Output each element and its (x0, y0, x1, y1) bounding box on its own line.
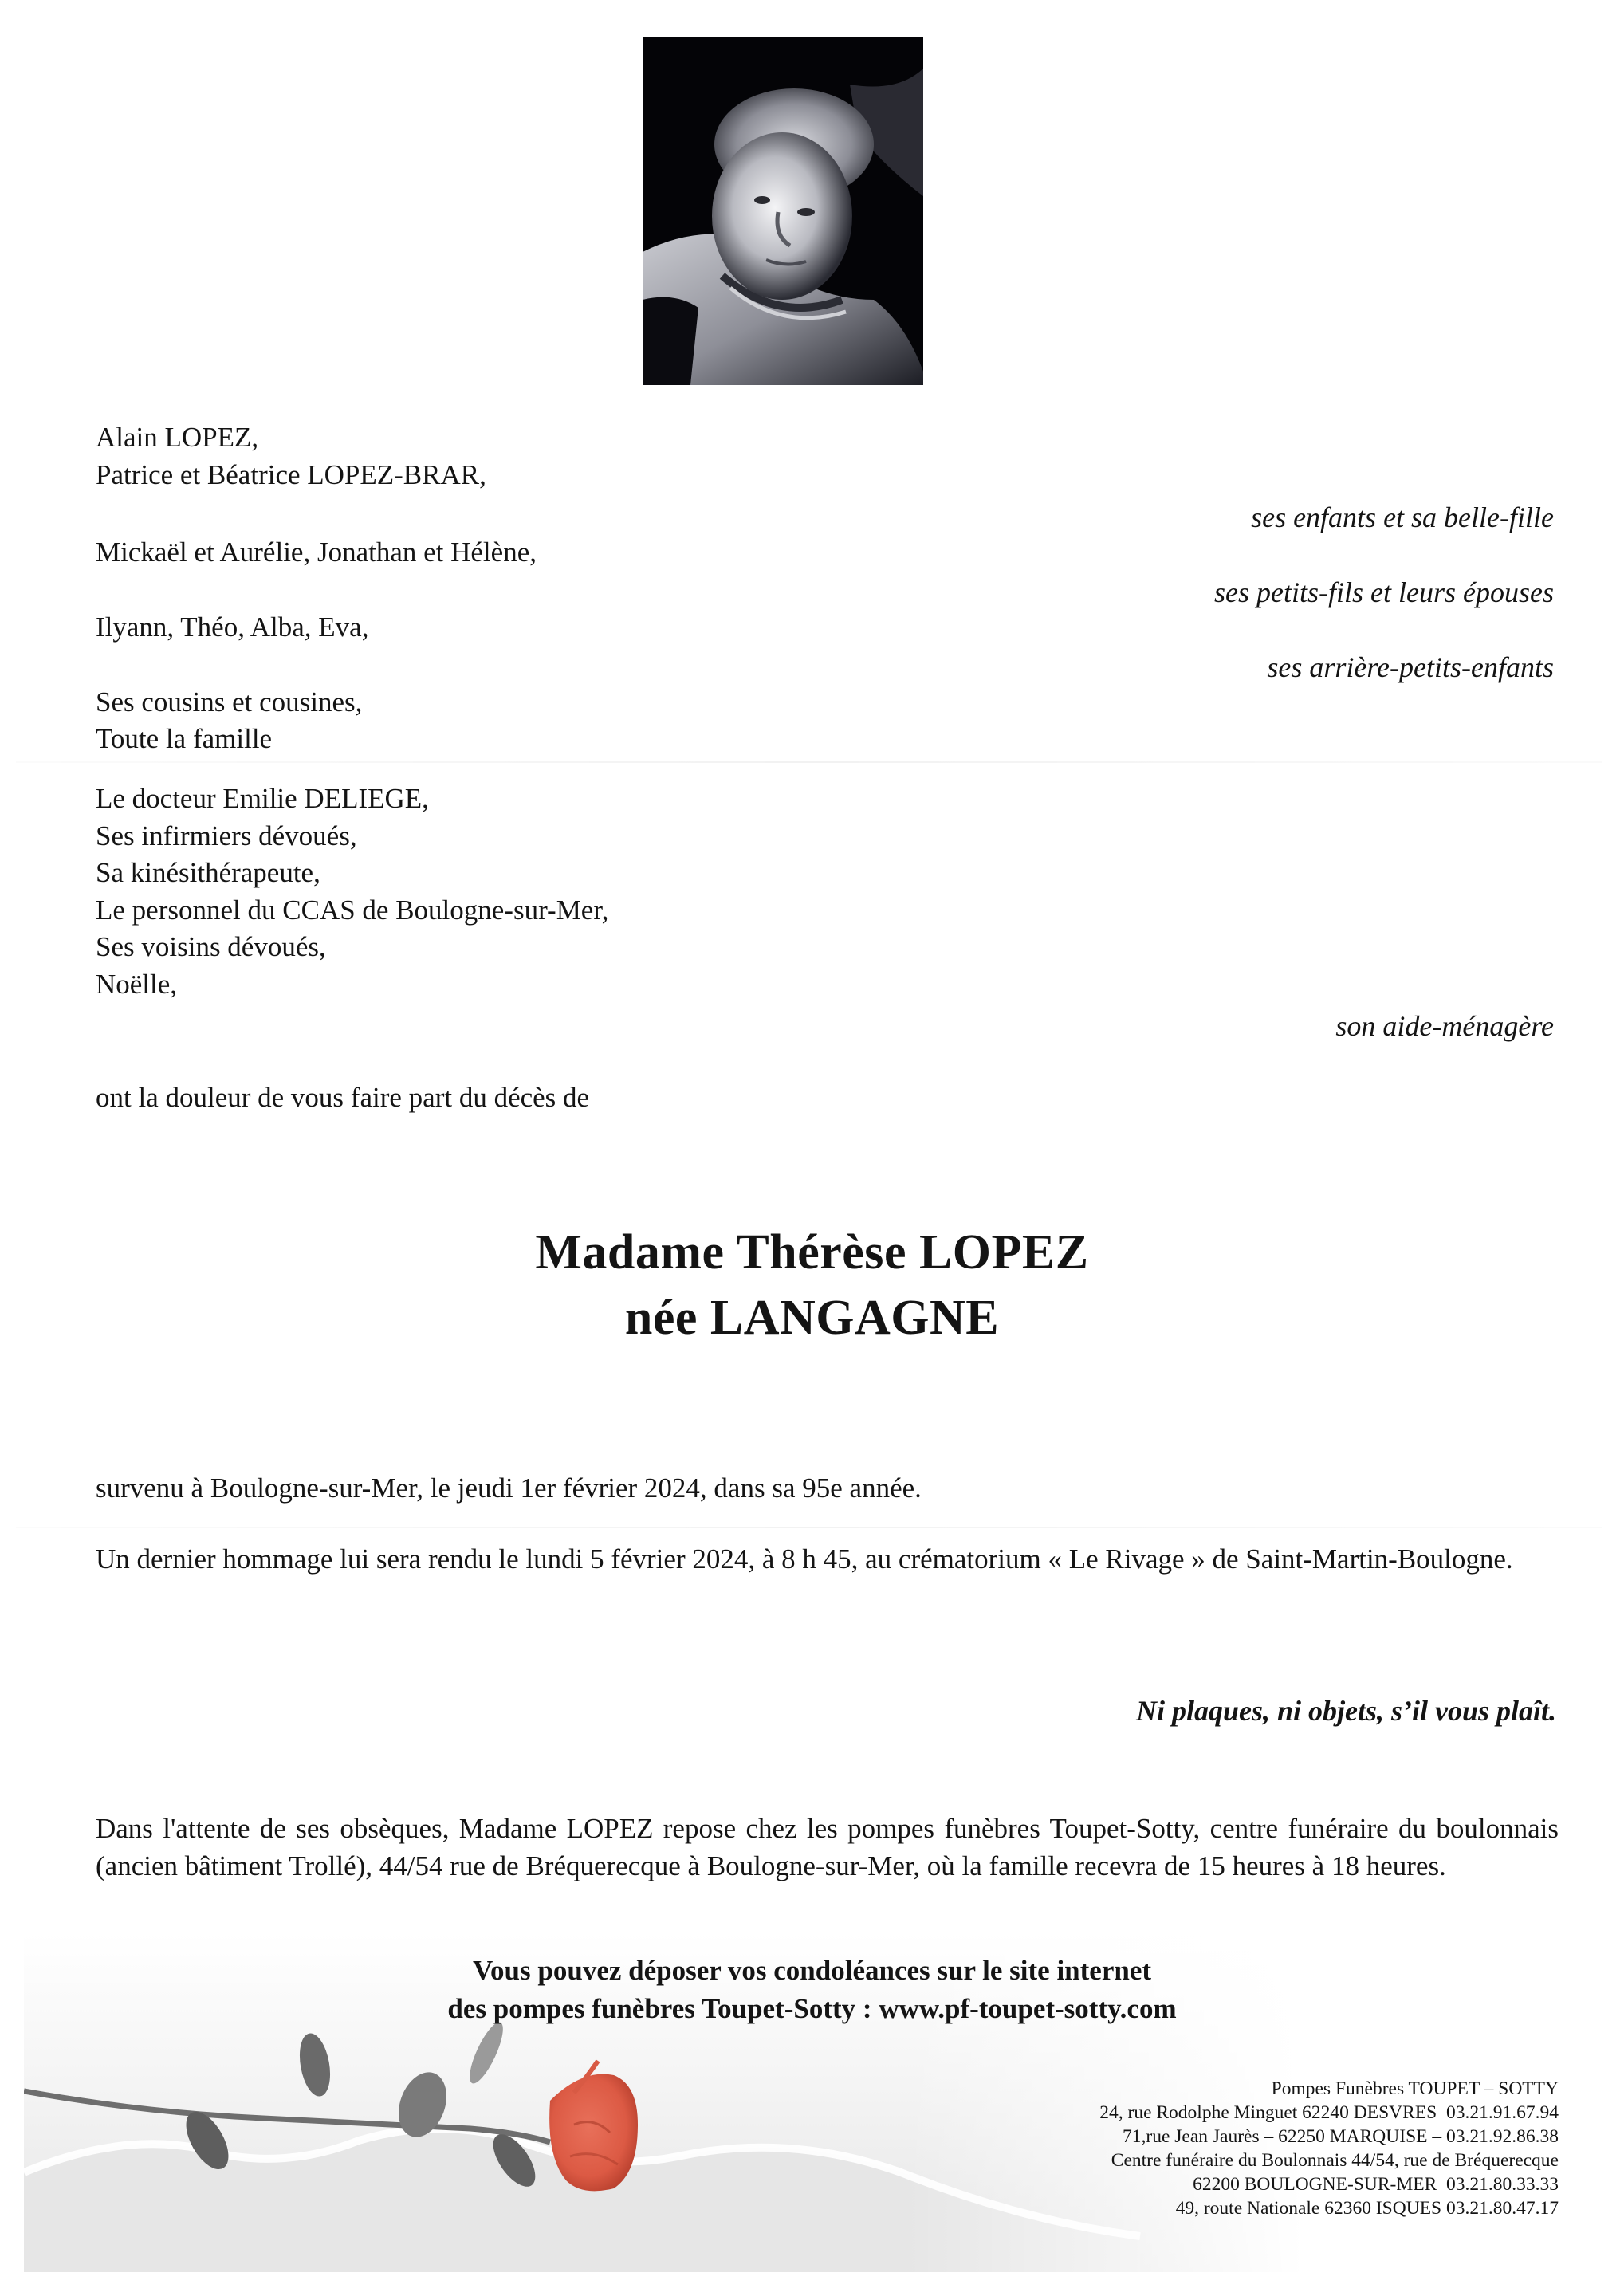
relation-label: ses petits-fils et leurs épouses (1214, 576, 1554, 608)
funeral-home-address: 62200 BOULOGNE-SUR-MER 03.21.80.33.33 (1193, 2174, 1559, 2195)
funeral-home-info (1099, 2077, 1559, 2220)
repose-details: Dans l'attente de ses obsèques, Madame LOPEZ repose chez les pompes funèbres Toupet-Sotty, centre funéraire du boulonnais (ancien bâtiment Trollé), 44/54 rue de Bréquerecque à Boulogne-sur-Mer, où la famille recevra de 15 heures à 18 heures. (96, 1813, 1559, 1881)
deceased-name: Madame Thérèse LOPEZ (535, 1225, 1089, 1280)
relation-label: son aide-ménagère (1335, 1010, 1554, 1042)
funeral-home-address: 24, rue Rodolphe Minguet 62240 DESVRES 03.21.91.67.94 (1099, 2102, 1559, 2123)
care-member: Le docteur Emilie DELIEGE, (96, 783, 429, 814)
relation-label: ses enfants et sa belle-fille (1251, 501, 1554, 533)
condolences-notice (0, 1952, 1624, 2028)
funeral-home-name: Pompes Funèbres TOUPET – SOTTY (1271, 2078, 1559, 2099)
portrait-photo (643, 37, 923, 385)
website-link[interactable]: www.pf-toupet-sotty.com (879, 1993, 1177, 2024)
portrait-icon (643, 37, 923, 385)
condolences-prefix: des pompes funèbres Toupet-Sotty : (447, 1993, 879, 2024)
care-member: Noëlle, (96, 969, 178, 1000)
family-member: Ilyann, Théo, Alba, Eva, (96, 611, 369, 643)
condolences-line-1: Vous pouvez déposer vos condoléances sur le site internet (472, 1955, 1152, 1986)
family-member: Alain LOPEZ, (96, 422, 259, 453)
announcement-text: ont la douleur de vous faire part du décès de (96, 1082, 590, 1113)
family-member: Patrice et Béatrice LOPEZ-BRAR, (96, 459, 486, 490)
condolences-line-2 (0, 1990, 1624, 2028)
funeral-home-address: 71,rue Jean Jaurès – 62250 MARQUISE – 03.21.92.86.38 (1123, 2126, 1559, 2147)
deceased-name-block (0, 1220, 1624, 1350)
family-member: Toute la famille (96, 723, 273, 754)
funeral-home-address: Centre funéraire du Boulonnais 44/54, rue de Bréquerecque (1111, 2150, 1559, 2171)
death-details: survenu à Boulogne-sur-Mer, le jeudi 1er février 2024, dans sa 95e année. (96, 1472, 922, 1504)
funeral-home-address: 49, route Nationale 62360 ISQUES 03.21.80.47.17 (1175, 2198, 1559, 2219)
scan-seam (16, 761, 1602, 763)
deceased-maiden-name: née LANGAGNE (624, 1291, 1000, 1345)
care-member: Le personnel du CCAS de Boulogne-sur-Mer, (96, 894, 609, 926)
scan-seam (16, 1527, 1602, 1528)
care-member: Ses infirmiers dévoués, (96, 820, 357, 851)
care-member: Ses voisins dévoués, (96, 931, 326, 962)
no-flowers-notice: Ni plaques, ni objets, s’il vous plaît. (1135, 1695, 1556, 1727)
relation-label: ses arrière-petits-enfants (1267, 651, 1554, 683)
ceremony-details: Un dernier hommage lui sera rendu le lundi 5 février 2024, à 8 h 45, au crématorium « Le Rivage » de Saint-Martin-Boulogne. (96, 1543, 1513, 1575)
family-member: Ses cousins et cousines, (96, 686, 363, 718)
family-member: Mickaël et Aurélie, Jonathan et Hélène, (96, 537, 537, 568)
care-member: Sa kinésithérapeute, (96, 857, 320, 888)
